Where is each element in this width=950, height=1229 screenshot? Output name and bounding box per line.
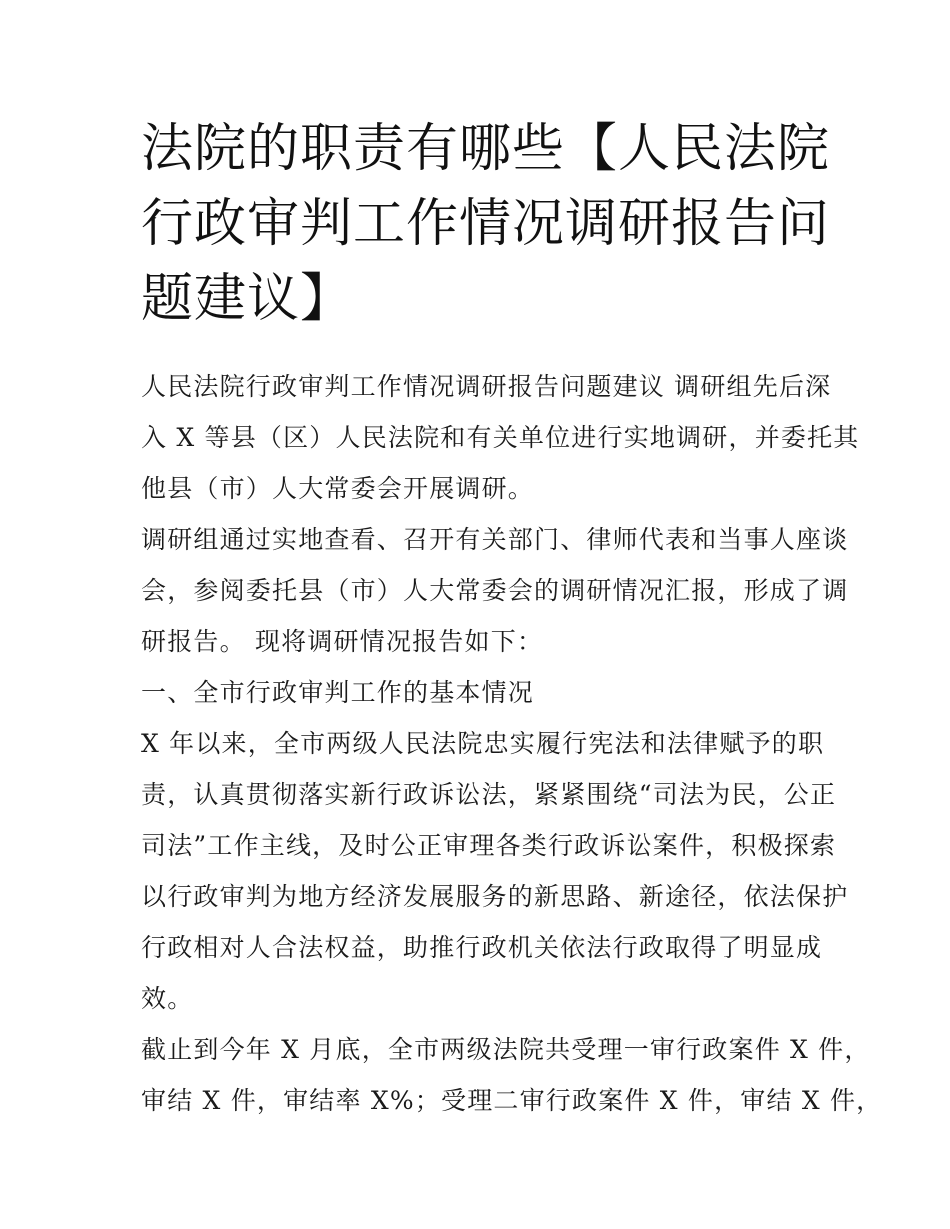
- paragraph-statistics: [141, 1024, 883, 1126]
- text-line: 司法”工作主线，及时公正审理各类行政诉讼案件，积极探索: [141, 831, 837, 860]
- section-heading: [141, 667, 821, 718]
- document-page: [141, 112, 883, 1126]
- text-line: 他县（市）人大常委会开展调研。: [141, 474, 535, 503]
- title-line: 法院的职责有哪些【人民法院: [141, 119, 831, 179]
- text-line: 行政相对人合法权益，助推行政机关依法行政取得了明显成: [141, 933, 823, 962]
- text-line: 效。: [141, 984, 194, 1013]
- text-line: 一、全市行政审判工作的基本情况: [141, 678, 535, 707]
- text-line: 入 X 等县（区）人民法院和有关单位进行实地调研，并委托其: [141, 423, 860, 452]
- text-line: 责，认真贯彻落实新行政诉讼法，紧紧围绕“司法为民，公正: [141, 780, 837, 809]
- document-body: [141, 361, 883, 1126]
- text-line: 调研组通过实地查看、召开有关部门、律师代表和当事人座谈: [141, 525, 849, 554]
- text-line: 截止到今年 X 月底，全市两级法院共受理一审行政案件 X 件，: [141, 1035, 871, 1064]
- title-line: 行政审判工作情况调研报告问: [141, 194, 831, 254]
- paragraph-overview: [141, 718, 849, 1024]
- text-line: 研报告。 现将调研情况报告如下：: [141, 627, 544, 656]
- text-line: 审结 X 件，审结率 X%；受理二审行政案件 X 件，审结 X 件，: [141, 1086, 883, 1115]
- text-line: 人民法院行政审判工作情况调研报告问题建议 调研组先后深: [141, 372, 832, 401]
- paragraph-intro: [141, 361, 860, 514]
- title-line: 题建议】: [141, 269, 354, 329]
- text-line: X 年以来，全市两级人民法院忠实履行宪法和法律赋予的职: [141, 729, 825, 758]
- text-line: 会，参阅委托县（市）人大常委会的调研情况汇报，形成了调: [141, 576, 849, 605]
- text-line: 以行政审判为地方经济发展服务的新思路、新途径，依法保护: [141, 882, 849, 911]
- document-title: [141, 112, 831, 337]
- paragraph-method: [141, 514, 849, 667]
